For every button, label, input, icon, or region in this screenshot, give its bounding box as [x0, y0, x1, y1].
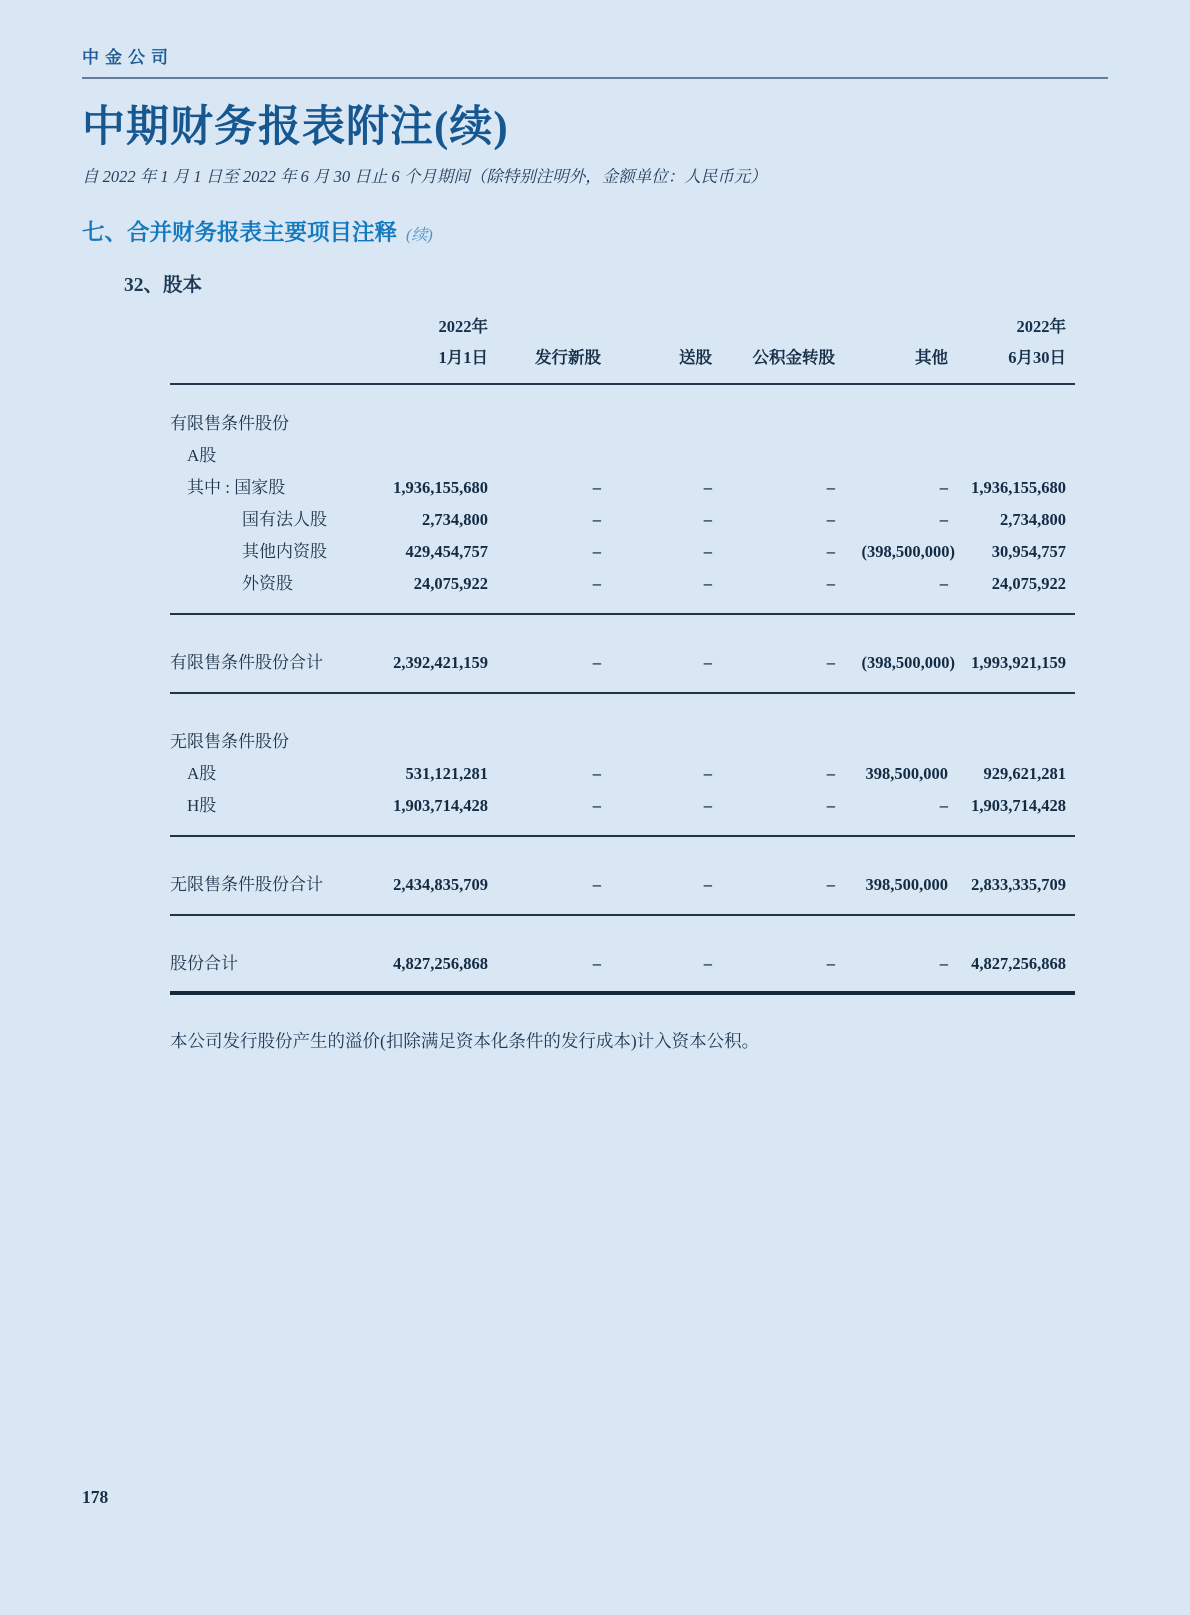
period-subtitle: 自 2022 年 1 月 1 日至 2022 年 6 月 30 日止 6 个月期间（除特别注明外，金额单位：人民币元） [82, 167, 767, 186]
table-row-data [170, 790, 1075, 836]
table-row-data [170, 472, 1075, 504]
value-cell [488, 536, 601, 568]
value-cell [948, 948, 1075, 993]
value-text: – [826, 764, 835, 783]
row-label: 有限售条件股份 [170, 414, 289, 433]
spacer-row [170, 693, 1075, 726]
share-capital-table [170, 312, 1075, 995]
value-text: 1,936,155,680 [971, 478, 1066, 497]
value-text: 1,903,714,428 [393, 796, 488, 815]
value-text: 429,454,757 [405, 542, 488, 561]
value-text: – [592, 875, 601, 894]
value-cell [488, 758, 601, 790]
column-header: 1月1日 [390, 342, 488, 384]
row-label: 国有法人股 [242, 510, 327, 529]
value-cell [712, 758, 835, 790]
spacer-row [170, 614, 1075, 647]
value-text: – [826, 653, 835, 672]
column-header: 公积金转股 [712, 342, 835, 384]
column-header-empty [712, 312, 835, 342]
value-cell [948, 647, 1075, 693]
table-row-data [170, 504, 1075, 536]
value-cell [835, 758, 948, 790]
value-text: – [826, 875, 835, 894]
value-text: 398,500,000 [865, 764, 948, 783]
value-cell [488, 790, 601, 836]
table-row-group [170, 408, 1075, 440]
value-cell [601, 758, 712, 790]
value-cell [835, 536, 955, 568]
value-cell [488, 504, 601, 536]
spacer-cell [170, 384, 1075, 408]
row-label: 股份合计 [170, 948, 390, 993]
value-cell [948, 472, 1075, 504]
value-text: 4,827,256,868 [971, 954, 1066, 973]
value-cell [390, 504, 488, 536]
value-text: 531,121,281 [405, 764, 488, 783]
section-heading [82, 220, 1108, 249]
value-text: 2,734,800 [1000, 510, 1066, 529]
value-text: – [703, 764, 712, 783]
value-cell [390, 536, 488, 568]
value-cell [948, 568, 1075, 614]
value-cell [712, 536, 835, 568]
value-cell [948, 869, 1075, 915]
value-cell [712, 472, 835, 504]
row-label: 无限售条件股份合计 [170, 869, 390, 915]
value-cell [601, 504, 712, 536]
table-row-data [170, 568, 1075, 614]
spacer-row [170, 836, 1075, 869]
row-label: 其中 : 国家股 [187, 478, 286, 497]
table-row-data [170, 758, 1075, 790]
value-cell-empty [835, 408, 948, 440]
value-text: – [592, 764, 601, 783]
column-header-empty [170, 312, 390, 342]
value-cell [601, 568, 712, 614]
value-cell [948, 790, 1075, 836]
value-cell [390, 790, 488, 836]
value-text: – [592, 510, 601, 529]
row-label: 外资股 [170, 568, 390, 614]
value-text: – [826, 954, 835, 973]
value-cell [948, 504, 1075, 536]
value-text: – [592, 542, 601, 561]
table-row-group [170, 440, 1075, 472]
note-text: 本公司发行股份产生的溢价(扣除满足资本化条件的发行成本)计入资本公积。 [170, 1031, 760, 1051]
value-cell [712, 504, 835, 536]
value-cell [390, 647, 488, 693]
value-cell-empty [390, 408, 488, 440]
page-title: 中期财务报表附注(续) [82, 104, 509, 151]
spacer-cell [170, 693, 1075, 726]
value-cell-empty [488, 726, 601, 758]
header-divider [82, 77, 1108, 79]
value-text: – [826, 796, 835, 815]
column-header: 送股 [601, 342, 712, 384]
value-cell-empty [601, 726, 712, 758]
value-text: 398,500,000 [865, 875, 948, 894]
value-text: – [939, 478, 948, 497]
value-cell [601, 647, 712, 693]
value-text: – [939, 574, 948, 593]
value-text: – [826, 510, 835, 529]
table-row-total [170, 948, 1075, 993]
value-cell-empty [712, 408, 835, 440]
value-cell [712, 647, 835, 693]
value-cell [601, 536, 712, 568]
value-cell [835, 790, 948, 836]
value-cell [390, 758, 488, 790]
value-text: – [592, 574, 601, 593]
column-header-empty [488, 312, 601, 342]
spacer-row [170, 915, 1075, 948]
column-header-empty [170, 342, 390, 384]
value-cell-empty [601, 440, 712, 472]
value-text: 1,993,921,159 [971, 653, 1066, 672]
value-text: – [826, 478, 835, 497]
value-text: – [703, 796, 712, 815]
value-text: 4,827,256,868 [393, 954, 488, 973]
value-text: 1,936,155,680 [393, 478, 488, 497]
value-text: – [703, 875, 712, 894]
value-cell [601, 948, 712, 993]
value-text: – [703, 510, 712, 529]
value-cell [712, 948, 835, 993]
value-cell-empty [835, 726, 948, 758]
table-row-data [170, 536, 1075, 568]
value-text: – [703, 478, 712, 497]
section-title: 七、合并财务报表主要项目注释 [82, 220, 398, 245]
column-header: 6月30日 [948, 342, 1075, 384]
value-text: (398,500,000) [861, 653, 955, 672]
value-cell [712, 869, 835, 915]
subsection-heading: 32、股本 [124, 275, 203, 296]
row-label: A股 [187, 764, 217, 783]
value-cell [601, 472, 712, 504]
value-text: 24,075,922 [991, 574, 1066, 593]
share-capital-table-wrap [170, 312, 1108, 995]
table-header [170, 312, 1075, 384]
value-cell [835, 647, 955, 693]
value-text: – [939, 510, 948, 529]
table-header-row [170, 312, 1075, 342]
value-cell [601, 790, 712, 836]
value-cell [488, 948, 601, 993]
value-cell [601, 869, 712, 915]
value-cell [390, 869, 488, 915]
column-header-empty [601, 312, 712, 342]
value-text: – [592, 478, 601, 497]
row-label: H股 [170, 790, 390, 836]
value-cell-empty [835, 440, 948, 472]
value-cell [835, 504, 948, 536]
column-header-empty [835, 312, 948, 342]
company-name: 中金公司 [82, 48, 174, 67]
spacer-row [170, 384, 1075, 408]
table-row-total [170, 869, 1075, 915]
value-cell [948, 536, 1075, 568]
value-cell [488, 869, 601, 915]
spacer-cell [170, 614, 1075, 647]
value-cell [835, 869, 948, 915]
value-text: – [592, 653, 601, 672]
value-cell [948, 758, 1075, 790]
column-header: 2022年 [1016, 317, 1066, 336]
value-text: – [703, 542, 712, 561]
value-cell [390, 948, 488, 993]
spacer-cell [170, 836, 1075, 869]
row-label: 其他内资股 [242, 542, 327, 561]
section-continued-suffix: (续) [406, 227, 433, 244]
value-cell-empty [712, 726, 835, 758]
value-text: 2,392,421,159 [393, 653, 488, 672]
column-header: 发行新股 [488, 342, 601, 384]
value-text: – [592, 796, 601, 815]
value-cell [712, 790, 835, 836]
row-label: A股 [187, 446, 217, 465]
value-text: 1,903,714,428 [971, 796, 1066, 815]
value-cell-empty [488, 408, 601, 440]
row-label: 有限售条件股份合计 [170, 647, 390, 693]
value-text: – [592, 954, 601, 973]
value-cell-empty [488, 440, 601, 472]
table-row-group [170, 726, 1075, 758]
value-cell [835, 472, 948, 504]
table-body [170, 384, 1075, 993]
value-cell-empty [948, 440, 1075, 472]
value-cell-empty [390, 440, 488, 472]
value-cell [390, 568, 488, 614]
value-text: 2,734,800 [422, 510, 488, 529]
table-row-total [170, 647, 1075, 693]
value-cell [488, 647, 601, 693]
table-header-row [170, 342, 1075, 384]
value-cell [835, 948, 948, 993]
value-cell [488, 472, 601, 504]
column-header: 2022年 [438, 317, 488, 336]
column-header: 其他 [835, 342, 948, 384]
row-label: 无限售条件股份 [170, 732, 289, 751]
value-cell [835, 568, 948, 614]
value-cell-empty [948, 726, 1075, 758]
value-cell-empty [390, 726, 488, 758]
value-cell [712, 568, 835, 614]
value-text: – [939, 954, 948, 973]
value-cell-empty [948, 408, 1075, 440]
page-number: 178 [82, 1487, 109, 1507]
value-text: – [703, 574, 712, 593]
value-cell-empty [712, 440, 835, 472]
value-text: – [939, 796, 948, 815]
value-text: 24,075,922 [413, 574, 488, 593]
value-text: 2,434,835,709 [393, 875, 488, 894]
value-text: 2,833,335,709 [971, 875, 1066, 894]
value-text: 929,621,281 [983, 764, 1066, 783]
value-text: – [826, 542, 835, 561]
value-cell [390, 472, 488, 504]
value-text: – [703, 653, 712, 672]
value-text: 30,954,757 [991, 542, 1066, 561]
value-cell-empty [601, 408, 712, 440]
value-text: – [826, 574, 835, 593]
value-text: – [703, 954, 712, 973]
value-text: (398,500,000) [861, 542, 955, 561]
value-cell [488, 568, 601, 614]
spacer-cell [170, 915, 1075, 948]
